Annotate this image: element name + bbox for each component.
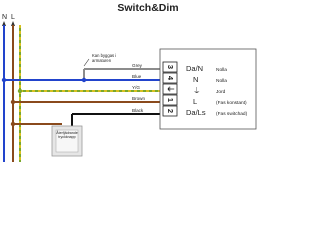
- terminal-desc-n: Nolla: [216, 79, 227, 84]
- terminal-desc-earth: Jord: [216, 90, 226, 95]
- note-line-1: Kan byggas i: [92, 53, 117, 58]
- junction-blue: [2, 78, 6, 82]
- terminal-name-earth-icon: ⏚: [193, 86, 201, 95]
- terminal-desc-dan: Nolla: [216, 68, 227, 73]
- note-line-2: armaturen: [92, 58, 112, 63]
- terminal-desc-dals: (Fas switchad): [216, 112, 248, 117]
- note-pointer: [84, 59, 89, 66]
- junction-earth: [18, 89, 22, 93]
- terminal-3-number: 3: [166, 64, 176, 70]
- terminal-name-dals: Da/Ls: [186, 108, 206, 117]
- terminal-name-dan: Da/N: [186, 64, 204, 73]
- terminal-1-number: 1: [166, 97, 176, 103]
- terminal-2-number: 2: [166, 108, 176, 114]
- switch-label-line-1: Återfjädrande: [56, 131, 78, 135]
- wire-label-grey: Grey: [132, 63, 142, 68]
- switch-label-line-2: tryckknapp: [58, 135, 76, 139]
- rail-l-label: L: [11, 14, 15, 21]
- terminal-desc-l: (Fas konstant): [216, 101, 247, 106]
- wire-label-blue: Blue: [132, 74, 142, 79]
- rail-n-label: N: [2, 14, 8, 21]
- terminal-name-n: N: [193, 75, 199, 84]
- terminal-name-l: L: [193, 97, 198, 106]
- junction-brown: [11, 100, 15, 104]
- wire-label-black: Black: [132, 108, 144, 113]
- junction-switch-feed: [11, 122, 15, 126]
- wire-label-yg: Y/G: [132, 85, 140, 90]
- terminal-earth-icon: ⏚: [166, 85, 176, 93]
- diagram-title: Switch&Dim: [117, 2, 179, 14]
- terminal-4-number: 4: [166, 75, 176, 81]
- junction-grey-blue: [82, 78, 86, 82]
- wire-label-brown: Brown: [132, 96, 146, 101]
